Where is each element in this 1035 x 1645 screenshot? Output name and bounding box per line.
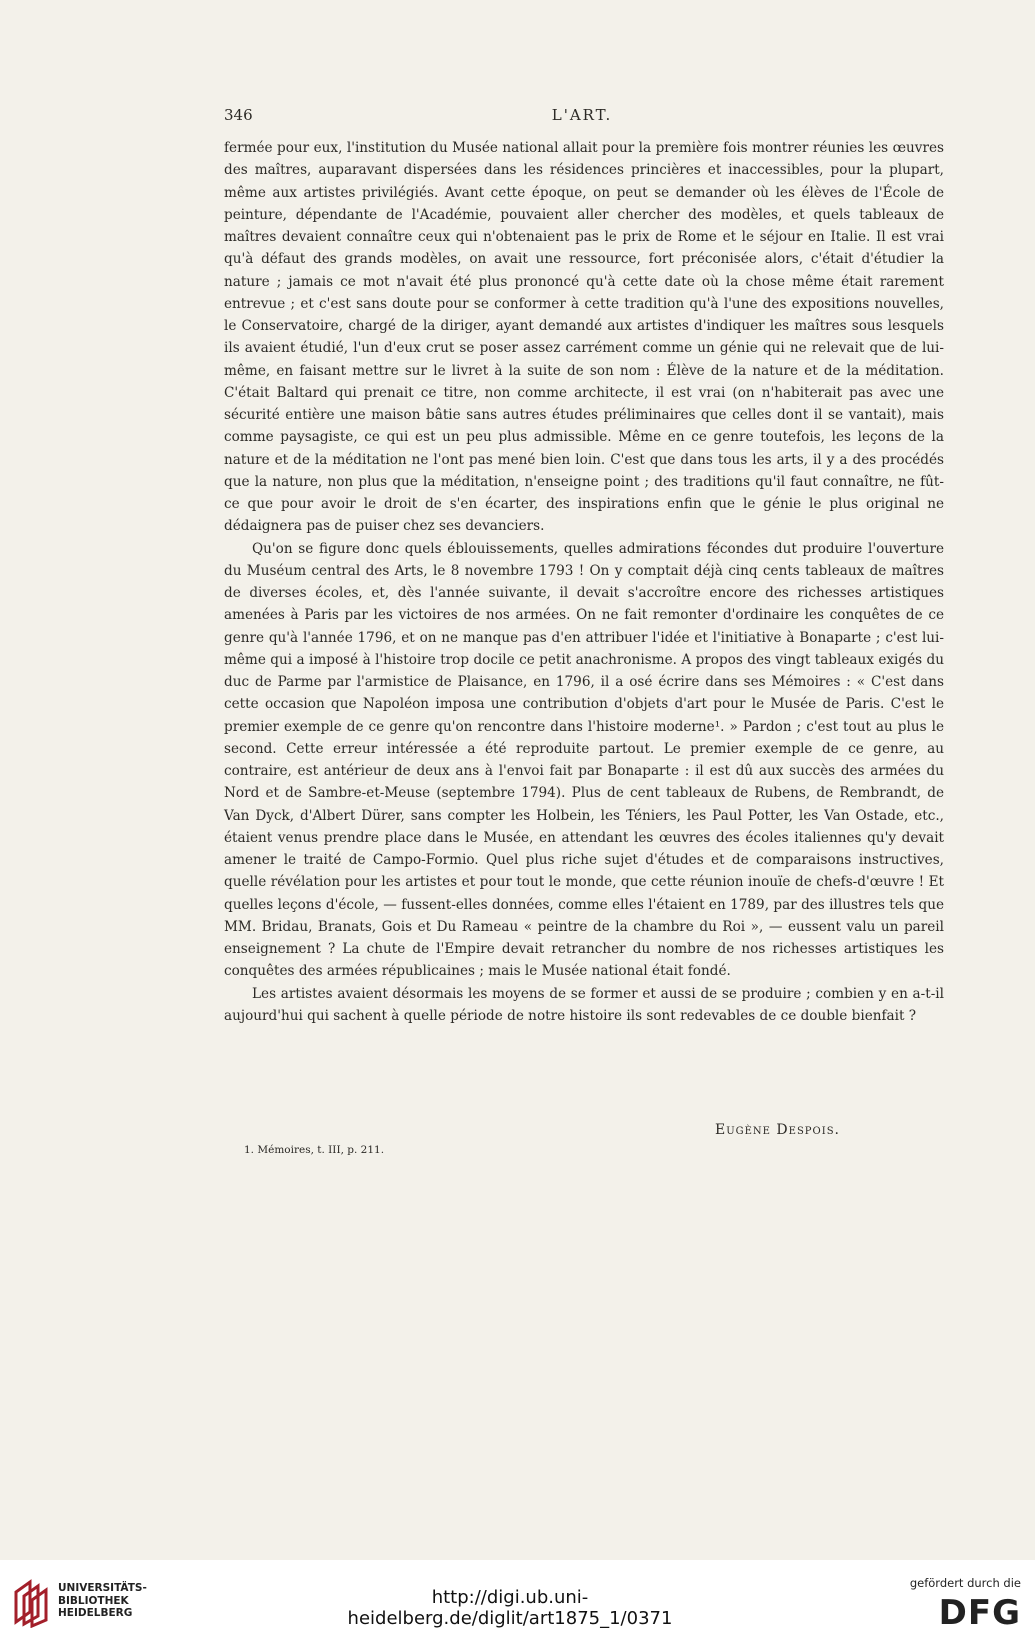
permalink-url[interactable]: http://digi.ub.uni-heidelberg.de/diglit/art1875_1/0371 — [347, 1587, 673, 1629]
paragraph-3: Les artistes avaient désormais les moyens de se former et aussi de se produire ; combien y en a-t-il aujourd'hui qui sachent à quelle période de notre histoire ils sont redevables de ce double bienfait ? — [224, 985, 944, 1024]
library-name-line: UNIVERSITÄTS- — [58, 1582, 147, 1594]
footnote: 1. Mémoires, t. III, p. 211. — [244, 1144, 385, 1156]
paragraph-1: fermée pour eux, l'institution du Musée national allait pour la première fois montrer réunies les œuvres des maîtres, auparavant dispersées dans les résidences princières et inaccessibles, pour la plupart, même aux artistes privilégiés. Avant cette époque, on peut se demander où les élèves de l'École de peinture, dépendante de l'Académie, pouvaient aller chercher des modèles, et quels tableaux de maîtres devaient connaître ceux qui n'obtenaient pas le prix de Rome et le séjour en Italie. Il est vrai qu'à défaut des grands modèles, on avait une ressource, fort préconisée alors, c'était d'étudier la nature ; jamais ce mot n'avait été plus prononcé qu'à cette date où la chose même était rarement entrevue ; et c'est sans doute pour se conformer à cette tradition qu'à l'une des expositions nouvelles, le Conservatoire, chargé de la diriger, ayant demandé aux artistes d'indiquer les maîtres sous lesquels ils avaient étudié, l'un d'eux crut se poser assez carrément comme un génie qui ne relevait que de lui-même, en faisant mettre sur le livret à la suite de son nom : Élève de la nature et de la méditation. C'était Baltard qui prenait ce titre, non comme architecte, il est vrai (on n'habiterait pas avec une sécurité entière une maison bâtie sans autres études préliminaires que celles dont il se vantait), mais comme paysagiste, ce qui est un peu plus admissible. Même en ce genre toutefois, les leçons de la nature et de la méditation ne l'ont pas mené bien loin. C'est que dans tous les arts, il y a des procédés que la nature, non plus que la méditation, n'enseigne point ; des traditions qu'il faut connaître, ne fût-ce que pour avoir le droit de s'en écarter, des inspirations enfin que le génie le plus original ne dédaignera pas de puiser chez ses devanciers. — [224, 140, 944, 535]
journal-title: L'ART. — [551, 106, 613, 124]
dfg-logo-icon[interactable]: DFG — [938, 1593, 1021, 1633]
library-name-line: HEIDELBERG — [58, 1607, 133, 1619]
article-body — [224, 137, 944, 1027]
library-name-line: BIBLIOTHEK — [58, 1594, 129, 1607]
university-library-logo-icon[interactable] — [10, 1578, 52, 1628]
page-number: 346 — [224, 106, 253, 124]
digitization-footer — [0, 1560, 1035, 1645]
funding-label: gefördert durch die — [909, 1576, 1021, 1590]
paragraph-2: Qu'on se figure donc quels éblouissements, quelles admirations fécondes dut produire l'ouverture du Muséum central des Arts, le 8 novembre 1793 ! On y comptait déjà cinq cents tableaux de maîtres de diverses écoles, et, dès l'année suivante, il devait s'accroître encore des richesses artistiques amenées à Paris par les victoires de nos armées. On ne fait remonter d'ordinaire les conquêtes de ce genre qu'à l'année 1796, et on ne manque pas d'en attribuer l'idée et l'initiative à Bonaparte ; c'est lui-même qui a imposé à l'histoire trop docile ce petit anachronisme. A propos des vingt tableaux exigés du duc de Parme par l'armistice de Plaisance, en 1796, il a osé écrire dans ses Mémoires : « C'est dans cette occasion que Napoléon imposa une contribution d'objets d'art pour le Musée de Paris. C'est le premier exemple de ce genre qu'on rencontre dans l'histoire moderne¹. » Pardon ; c'est tout au plus le second. Cette erreur intéressée a été reproduite partout. Le premier exemple de ce genre, au contraire, est antérieur de deux ans à l'envoi fait par Bonaparte : il est dû aux succès des armées du Nord et de Sambre-et-Meuse (septembre 1794). Plus de cent tableaux de Rubens, de Rembrandt, de Van Dyck, d'Albert Dürer, sans compter les Holbein, les Téniers, les Paul Potter, les Van Ostade, etc., étaient venus prendre place dans le Musée, en attendant les œuvres des écoles italiennes qu'y devait amener le traité de Campo-Formio. Quel plus riche sujet d'études et de comparaisons instructives, quelle révélation pour les artistes et pour tout le monde, que cette réunion inouïe de chefs-d'œuvre ! Et quelles leçons d'école, — fussent-elles données, comme elles l'étaient en 1789, par des illustres tels que MM. Bridau, Branats, Gois et Du Rameau « peintre de la chambre du Roi », — eussent valu un pareil enseignement ? La chute de l'Empire devait retrancher du nombre de nos richesses artistiques les conquêtes des armées républicaines ; mais le Musée national était fondé. — [224, 540, 944, 980]
author-signature: Eugène Despois. — [715, 1122, 840, 1138]
library-name[interactable] — [58, 1582, 178, 1620]
running-head — [224, 106, 940, 128]
